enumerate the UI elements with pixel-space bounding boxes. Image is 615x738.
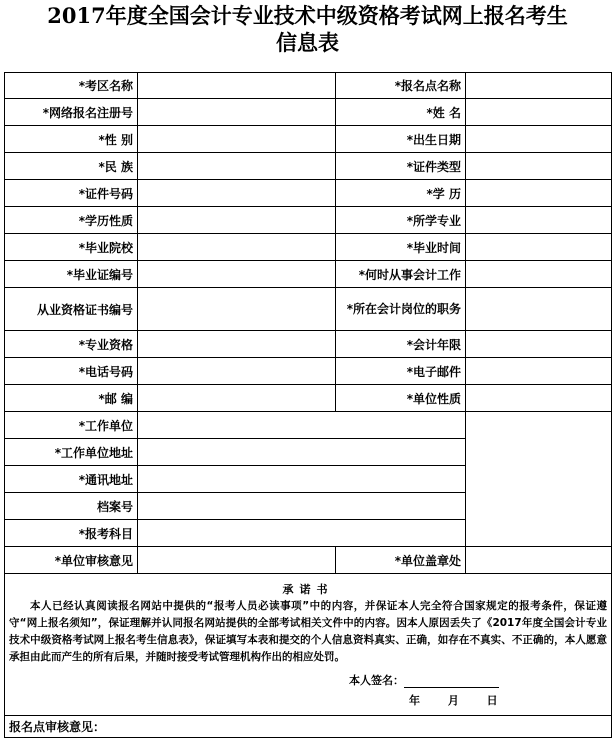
field-id-number[interactable] <box>138 180 336 207</box>
field-employer-audit[interactable] <box>138 547 336 574</box>
field-archive-number[interactable] <box>138 493 466 520</box>
field-mailing-address[interactable] <box>138 466 466 493</box>
label-registration-number: *网络报名注册号 <box>5 99 138 126</box>
label-major: *所学专业 <box>336 207 466 234</box>
signature-line <box>349 672 607 688</box>
field-gender[interactable] <box>138 126 336 153</box>
field-phone[interactable] <box>138 358 336 385</box>
field-registration-site[interactable] <box>466 73 612 99</box>
field-employer-address[interactable] <box>138 439 466 466</box>
label-accounting-position: *所在会计岗位的职务 <box>336 288 466 331</box>
field-employer[interactable] <box>138 412 466 439</box>
field-exam-subjects[interactable] <box>138 520 466 547</box>
label-postcode: *邮 编 <box>5 385 138 412</box>
signature-field[interactable] <box>404 677 499 688</box>
label-qualification-cert-number: 从业资格证书编号 <box>5 288 138 331</box>
form-title-line2: 信息表 <box>276 30 339 55</box>
field-qualification-cert-number[interactable] <box>138 288 336 331</box>
label-id-type: *证件类型 <box>336 153 466 180</box>
registration-form-table <box>4 72 612 738</box>
label-education: *学 历 <box>336 180 466 207</box>
pledge-text: 本人已经认真阅读报名网站中提供的“报考人员必读事项”中的内容，并保证本人完全符合国家规定的报考条件，保证遵守“网上报名须知”，保证理解并认同报名网站提供的全部考试相关文件中的内容。因本人原因丢失了《2017年度全国会计专业技术中级资格考试网上报名考生信息表》，保证填写本表和提交的个人信息资料真实、正确，如存在不真实、不正确的，本人愿意承担由此而产生的所有后果，并随时接受考试管理机构作出的相应处罚。 <box>9 600 607 663</box>
field-ethnicity[interactable] <box>138 153 336 180</box>
label-graduate-school: *毕业院校 <box>5 234 138 261</box>
label-mailing-address: *通讯地址 <box>5 466 138 493</box>
field-accounting-position[interactable] <box>466 288 612 331</box>
pledge-title: 承诺书 <box>282 583 334 596</box>
label-accounting-start: *何时从事会计工作 <box>336 261 466 288</box>
field-employer-seal[interactable] <box>466 547 612 574</box>
label-employer: *工作单位 <box>5 412 138 439</box>
photo-area <box>466 412 612 547</box>
field-professional-qualification[interactable] <box>138 331 336 358</box>
label-exam-area: *考区名称 <box>5 73 138 99</box>
label-education-type: *学历性质 <box>5 207 138 234</box>
label-registration-site: *报名点名称 <box>336 73 466 99</box>
label-phone: *电话号码 <box>5 358 138 385</box>
label-employer-address: *工作单位地址 <box>5 439 138 466</box>
label-professional-qualification: *专业资格 <box>5 331 138 358</box>
field-education[interactable] <box>466 180 612 207</box>
field-registration-number[interactable] <box>138 99 336 126</box>
label-diploma-number: *毕业证编号 <box>5 261 138 288</box>
label-archive-number: 档案号 <box>5 493 138 520</box>
label-employer-audit: *单位审核意见 <box>5 547 138 574</box>
field-postcode[interactable] <box>138 385 336 412</box>
field-education-type[interactable] <box>138 207 336 234</box>
label-name: *姓 名 <box>336 99 466 126</box>
label-gender: *性 别 <box>5 126 138 153</box>
field-email[interactable] <box>466 358 612 385</box>
label-ethnicity: *民 族 <box>5 153 138 180</box>
field-accounting-years[interactable] <box>466 331 612 358</box>
field-graduation-date[interactable] <box>466 234 612 261</box>
signature-label: 本人签名： <box>349 674 404 687</box>
field-name[interactable] <box>466 99 612 126</box>
label-email: *电子邮件 <box>336 358 466 385</box>
field-accounting-start[interactable] <box>466 261 612 288</box>
field-graduate-school[interactable] <box>138 234 336 261</box>
pledge-section <box>5 574 612 716</box>
label-birth-date: *出生日期 <box>336 126 466 153</box>
label-accounting-years: *会计年限 <box>336 331 466 358</box>
label-id-number: *证件号码 <box>5 180 138 207</box>
label-exam-subjects: *报考科目 <box>5 520 138 547</box>
form-title-line1: 2017年度全国会计专业技术中级资格考试网上报名考生 <box>47 3 568 28</box>
label-employer-seal: *单位盖章处 <box>336 547 466 574</box>
field-diploma-number[interactable] <box>138 261 336 288</box>
registration-site-review[interactable]: 报名点审核意见： <box>5 716 612 738</box>
label-employer-type: *单位性质 <box>336 385 466 412</box>
field-id-type[interactable] <box>466 153 612 180</box>
field-birth-date[interactable] <box>466 126 612 153</box>
field-major[interactable] <box>466 207 612 234</box>
label-graduation-date: *毕业时间 <box>336 234 466 261</box>
signature-date: 年 月 日 <box>409 694 498 707</box>
field-employer-type[interactable] <box>466 385 612 412</box>
field-exam-area[interactable] <box>138 73 336 99</box>
